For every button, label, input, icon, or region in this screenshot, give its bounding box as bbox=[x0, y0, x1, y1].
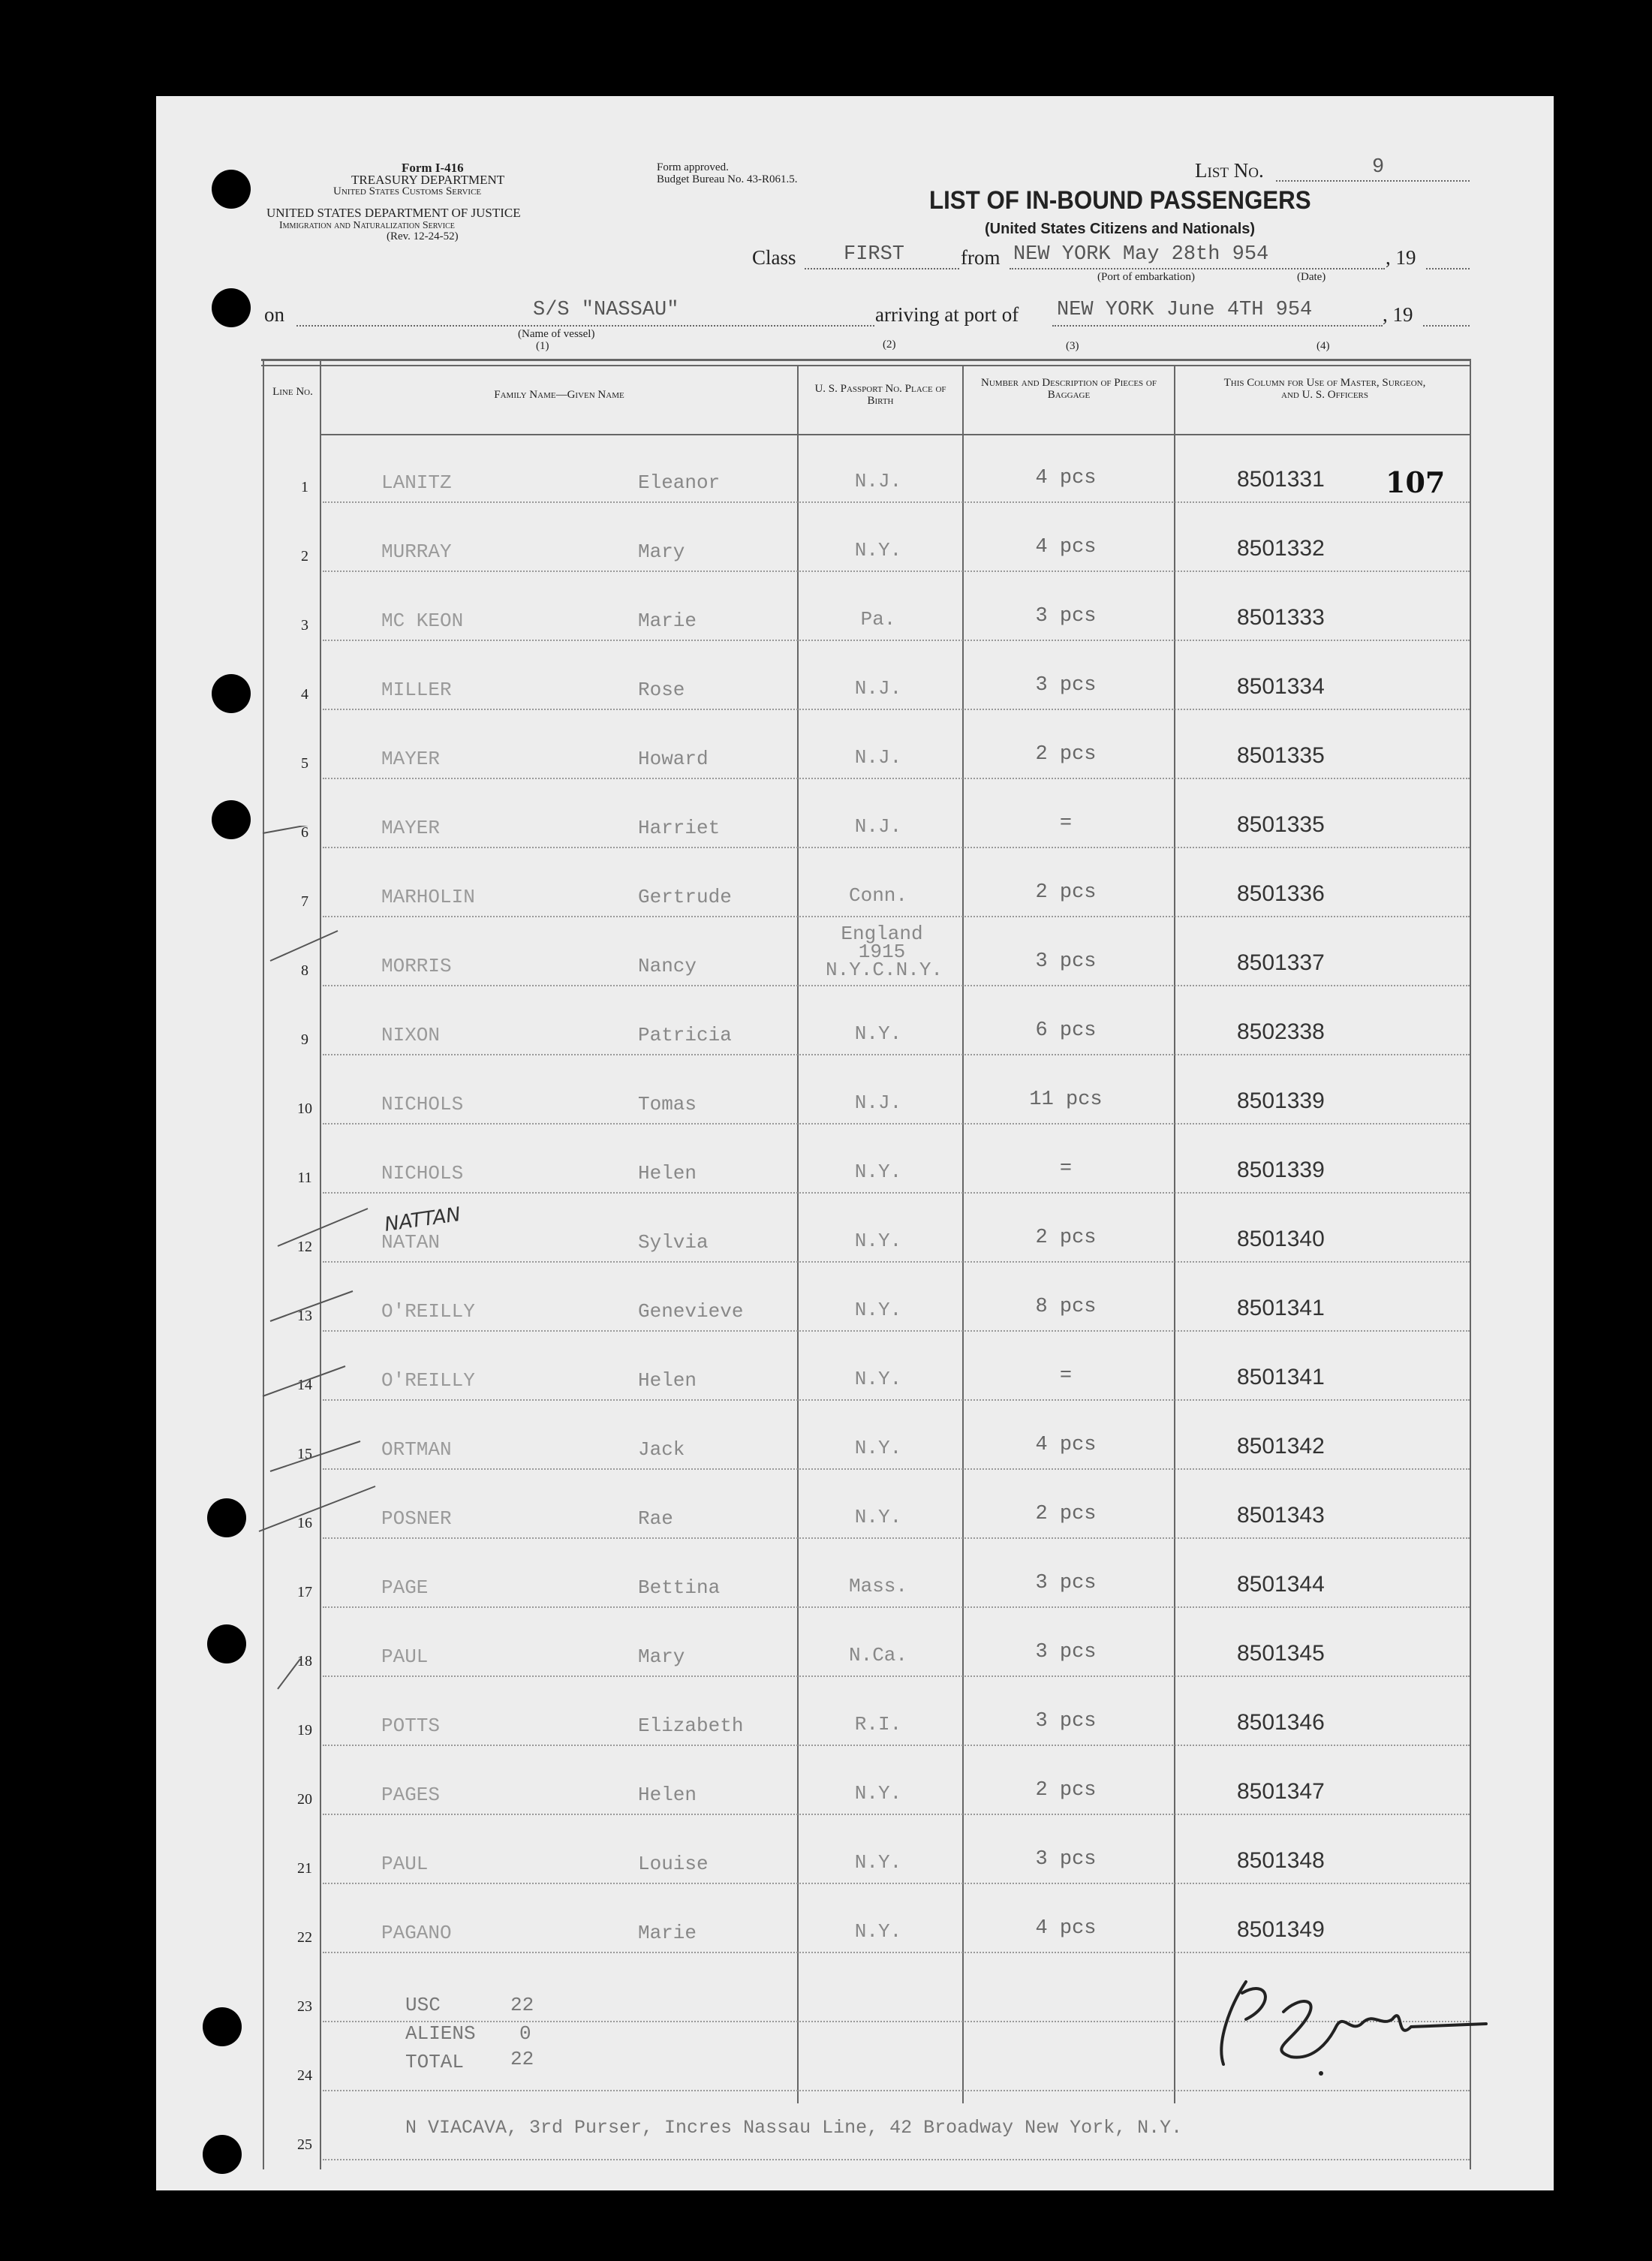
given-name: Genevieve bbox=[638, 1300, 744, 1323]
given-name: Tomas bbox=[638, 1093, 697, 1115]
given-name: Harriet bbox=[638, 817, 721, 839]
baggage-count: 3 pcs bbox=[1035, 950, 1097, 973]
caption-4: (4) bbox=[1316, 340, 1330, 352]
line-number: 22 bbox=[297, 1929, 312, 1946]
arriving-label: arriving at port of bbox=[875, 303, 1019, 326]
birthplace: N.Ca. bbox=[848, 1644, 907, 1666]
baggage-count: 2 pcs bbox=[1035, 881, 1097, 904]
line-number: 21 bbox=[297, 1860, 312, 1877]
baggage-count: 4 pcs bbox=[1035, 467, 1097, 489]
customs-service: United States Customs Service bbox=[333, 185, 482, 197]
birthplace: R.I. bbox=[854, 1713, 902, 1736]
given-name: Elizabeth bbox=[638, 1715, 744, 1737]
given-name: Louise bbox=[638, 1853, 709, 1875]
date-caption: (Date) bbox=[1297, 271, 1326, 283]
officer-number: 8501331 bbox=[1237, 467, 1325, 492]
signature bbox=[1201, 1952, 1501, 2079]
on-label: on bbox=[264, 303, 284, 326]
form-number: Form I-416 bbox=[402, 161, 464, 175]
line-number: 23 bbox=[297, 1998, 312, 2015]
line-number: 17 bbox=[297, 1584, 312, 1600]
officer-number: 8502338 bbox=[1237, 1019, 1325, 1044]
birthplace: N.Y. bbox=[854, 1022, 902, 1045]
officer-number: 8501344 bbox=[1237, 1572, 1325, 1597]
officer-number: 8501346 bbox=[1237, 1710, 1325, 1735]
given-name: Gertrude bbox=[638, 886, 732, 908]
birthplace: N.Y. bbox=[854, 1851, 902, 1874]
officer-number: 8501339 bbox=[1237, 1088, 1325, 1113]
from-label: from bbox=[961, 246, 1001, 269]
given-name: Bettina bbox=[638, 1576, 721, 1599]
officer-number: 8501334 bbox=[1237, 674, 1325, 699]
usc-count: 22 bbox=[510, 1994, 534, 2016]
given-name: Helen bbox=[638, 1369, 697, 1392]
handwritten-count: 107 bbox=[1386, 465, 1446, 499]
punch-hole bbox=[212, 288, 251, 327]
aliens-count: 0 bbox=[519, 2022, 531, 2045]
officer-number: 8501343 bbox=[1237, 1503, 1325, 1528]
officer-number: 8501335 bbox=[1237, 812, 1325, 837]
birthplace: N.J. bbox=[854, 470, 902, 492]
birthplace: England 1915 N.Y.C.N.Y. bbox=[826, 923, 943, 981]
birthplace: N.Y. bbox=[854, 1920, 902, 1943]
given-name: Mary bbox=[638, 1645, 685, 1668]
birthplace: N.Y. bbox=[854, 1230, 902, 1252]
family-name: NIXON bbox=[381, 1024, 441, 1046]
baggage-count: 4 pcs bbox=[1035, 1917, 1097, 1940]
line-number: 24 bbox=[297, 2067, 312, 2084]
given-name: Nancy bbox=[638, 955, 697, 977]
embarkation-caption: (Port of embarkation) bbox=[1097, 271, 1195, 283]
line-number: 5 bbox=[301, 755, 308, 772]
table-row bbox=[0, 503, 1652, 572]
table-row bbox=[0, 710, 1652, 779]
birthplace: N.Y. bbox=[854, 1782, 902, 1805]
baggage-count: 3 pcs bbox=[1035, 1710, 1097, 1733]
treasury-dept: TREASURY DEPARTMENT bbox=[351, 173, 505, 187]
baggage-count: 4 pcs bbox=[1035, 1434, 1097, 1456]
officer-number: 8501335 bbox=[1237, 743, 1325, 768]
header-passport: U. S. Passport No. Place of Birth bbox=[814, 383, 946, 407]
officer-number: 8501342 bbox=[1237, 1434, 1325, 1459]
given-name: Helen bbox=[638, 1784, 697, 1806]
baggage-count: 6 pcs bbox=[1035, 1019, 1097, 1042]
birthplace: N.Y. bbox=[854, 1161, 902, 1183]
family-name: POTTS bbox=[381, 1715, 441, 1737]
line-number: 25 bbox=[297, 2136, 312, 2153]
given-name: Eleanor bbox=[638, 471, 721, 494]
given-name: Rae bbox=[638, 1507, 673, 1530]
line-number: 10 bbox=[297, 1100, 312, 1117]
given-name: Jack bbox=[638, 1438, 685, 1461]
baggage-count: 8 pcs bbox=[1035, 1296, 1097, 1318]
line-number: 11 bbox=[297, 1170, 312, 1186]
officer-number: 8501341 bbox=[1237, 1296, 1325, 1320]
line-number: 2 bbox=[301, 548, 308, 564]
given-name: Marie bbox=[638, 610, 697, 632]
year-suffix: , 19 bbox=[1386, 246, 1416, 269]
officer-number: 8501341 bbox=[1237, 1365, 1325, 1389]
budget-bureau: Budget Bureau No. 43-R061.5. bbox=[657, 173, 798, 185]
table-row bbox=[0, 1677, 1652, 1746]
family-name: PAGE bbox=[381, 1576, 429, 1599]
line-number: 8 bbox=[301, 962, 308, 979]
baggage-count: 11 pcs bbox=[1029, 1088, 1103, 1111]
header-officers: This Column for Use of Master, Surgeon, and U. S. Officers bbox=[1223, 377, 1426, 401]
page-title: LIST OF IN-BOUND PASSENGERS bbox=[929, 186, 1311, 215]
given-name: Patricia bbox=[638, 1024, 732, 1046]
baggage-count: 2 pcs bbox=[1035, 1227, 1097, 1249]
birthplace: N.J. bbox=[854, 746, 902, 769]
family-name: POSNER bbox=[381, 1507, 452, 1530]
line-number: 3 bbox=[301, 617, 308, 634]
aliens-label: ALIENS bbox=[405, 2022, 476, 2045]
header-baggage: Number and Description of Pieces of Baggage bbox=[981, 377, 1157, 401]
table-row bbox=[0, 779, 1652, 848]
officer-number: 8501349 bbox=[1237, 1917, 1325, 1942]
line-number: 12 bbox=[297, 1239, 312, 1255]
birthplace: Pa. bbox=[860, 608, 896, 631]
officer-number: 8501339 bbox=[1237, 1158, 1325, 1182]
line-number: 19 bbox=[297, 1722, 312, 1739]
line-number: 7 bbox=[301, 893, 308, 910]
baggage-count: 3 pcs bbox=[1035, 605, 1097, 628]
total-count: 22 bbox=[510, 2048, 534, 2070]
family-name: MURRAY bbox=[381, 540, 452, 563]
list-no-label: List No. bbox=[1195, 159, 1264, 182]
caption-1: (1) bbox=[536, 340, 549, 352]
baggage-count: 3 pcs bbox=[1035, 674, 1097, 697]
birthplace: Mass. bbox=[848, 1575, 907, 1597]
page-subtitle: (United States Citizens and Nationals) bbox=[985, 221, 1256, 237]
table-row bbox=[0, 917, 1652, 986]
line-number: 16 bbox=[297, 1515, 312, 1531]
arrival-value: NEW YORK June 4TH 954 bbox=[1057, 299, 1313, 321]
officer-number: 8501348 bbox=[1237, 1848, 1325, 1873]
caption-2: (2) bbox=[883, 339, 896, 351]
embarkation-value: NEW YORK May 28th 954 bbox=[1013, 243, 1269, 266]
birthplace: N.Y. bbox=[854, 1506, 902, 1528]
family-name: MARHOLIN bbox=[381, 886, 475, 908]
table-row bbox=[0, 641, 1652, 710]
table-row bbox=[0, 1194, 1652, 1263]
family-name: MAYER bbox=[381, 748, 441, 770]
family-name: O'REILLY bbox=[381, 1369, 475, 1392]
baggage-count: 3 pcs bbox=[1035, 1641, 1097, 1663]
family-name: LANITZ bbox=[381, 471, 452, 494]
handwritten-name-correction: NATTAN bbox=[383, 1203, 462, 1236]
family-name: NICHOLS bbox=[381, 1162, 464, 1185]
birthplace: N.Y. bbox=[854, 1437, 902, 1459]
birthplace: N.Y. bbox=[854, 539, 902, 561]
row-rule bbox=[323, 2159, 1470, 2160]
family-name: PAGANO bbox=[381, 1922, 452, 1944]
family-name: PAUL bbox=[381, 1645, 429, 1668]
birthplace: N.J. bbox=[854, 1091, 902, 1114]
line-number: 14 bbox=[297, 1377, 312, 1393]
given-name: Helen bbox=[638, 1162, 697, 1185]
family-name: PAGES bbox=[381, 1784, 441, 1806]
given-name: Sylvia bbox=[638, 1231, 709, 1254]
table-row bbox=[0, 848, 1652, 917]
purser-line: N VIACAVA, 3rd Purser, Incres Nassau Line, 42 Broadway New York, N.Y. bbox=[405, 2117, 1183, 2139]
baggage-count: = bbox=[1059, 1158, 1073, 1180]
officer-number: 8501347 bbox=[1237, 1779, 1325, 1804]
table-row bbox=[0, 1539, 1652, 1608]
vessel-name: S/S "NASSAU" bbox=[533, 299, 679, 321]
line-number: 20 bbox=[297, 1791, 312, 1808]
form-approved: Form approved. bbox=[657, 161, 729, 173]
officer-number: 8501337 bbox=[1237, 950, 1325, 975]
table-row bbox=[0, 1746, 1652, 1815]
officer-number: 8501340 bbox=[1237, 1227, 1325, 1251]
total-label: TOTAL bbox=[405, 2051, 465, 2073]
line-number: 4 bbox=[301, 686, 308, 703]
officer-number: 8501333 bbox=[1237, 605, 1325, 630]
ins-service: Immigration and Naturalization Service bbox=[279, 220, 455, 231]
birthplace: N.J. bbox=[854, 677, 902, 700]
margin-tick-marks bbox=[255, 826, 405, 1712]
vessel-caption: (Name of vessel) bbox=[518, 328, 595, 340]
table-row bbox=[0, 1263, 1652, 1332]
baggage-count: 3 pcs bbox=[1035, 1848, 1097, 1871]
table-row bbox=[0, 1401, 1652, 1470]
class-label: Class bbox=[752, 246, 796, 269]
justice-dept: UNITED STATES DEPARTMENT OF JUSTICE bbox=[266, 206, 521, 220]
given-name: Rose bbox=[638, 679, 685, 701]
birthplace: N.J. bbox=[854, 815, 902, 838]
baggage-count: = bbox=[1059, 1365, 1073, 1387]
family-name: MAYER bbox=[381, 817, 441, 839]
family-name: MORRIS bbox=[381, 955, 452, 977]
line-number: 1 bbox=[301, 479, 308, 495]
officer-number: 8501336 bbox=[1237, 881, 1325, 906]
family-name: MILLER bbox=[381, 679, 452, 701]
birthplace: N.Y. bbox=[854, 1299, 902, 1321]
punch-hole bbox=[212, 170, 251, 209]
line-number: 13 bbox=[297, 1308, 312, 1324]
family-name: ORTMAN bbox=[381, 1438, 452, 1461]
family-name: PAUL bbox=[381, 1853, 429, 1875]
line-number: 18 bbox=[297, 1653, 312, 1669]
line-number: 15 bbox=[297, 1446, 312, 1462]
list-number: 9 bbox=[1372, 156, 1385, 179]
year-suffix-2: , 19 bbox=[1383, 303, 1413, 326]
table-row bbox=[0, 1055, 1652, 1124]
table-row bbox=[0, 1815, 1652, 1884]
baggage-count: 2 pcs bbox=[1035, 1503, 1097, 1525]
officer-number: 8501345 bbox=[1237, 1641, 1325, 1666]
table-row bbox=[0, 1470, 1652, 1539]
class-value: FIRST bbox=[844, 243, 905, 266]
table-row bbox=[0, 1884, 1652, 1953]
family-name: NATAN bbox=[381, 1231, 441, 1254]
baggage-count: 4 pcs bbox=[1035, 536, 1097, 558]
header-name: Family Name—Given Name bbox=[494, 389, 624, 401]
baggage-count: 2 pcs bbox=[1035, 1779, 1097, 1802]
passenger-table bbox=[0, 434, 1652, 2175]
given-name: Marie bbox=[638, 1922, 697, 1944]
baggage-count: = bbox=[1059, 812, 1073, 835]
form-revision: (Rev. 12-24-52) bbox=[387, 230, 459, 242]
birthplace: Conn. bbox=[848, 884, 907, 907]
header-line-no: Line No. bbox=[272, 386, 313, 398]
line-number: 6 bbox=[301, 824, 308, 841]
family-name: O'REILLY bbox=[381, 1300, 475, 1323]
baggage-count: 2 pcs bbox=[1035, 743, 1097, 766]
given-name: Howard bbox=[638, 748, 709, 770]
baggage-count: 3 pcs bbox=[1035, 1572, 1097, 1594]
table-row bbox=[0, 572, 1652, 641]
table-row bbox=[0, 986, 1652, 1055]
usc-label: USC bbox=[405, 1994, 441, 2016]
officer-number: 8501332 bbox=[1237, 536, 1325, 561]
line-number: 9 bbox=[301, 1031, 308, 1048]
family-name: MC KEON bbox=[381, 610, 464, 632]
table-row bbox=[0, 1608, 1652, 1677]
birthplace: N.Y. bbox=[854, 1368, 902, 1390]
table-row bbox=[0, 1124, 1652, 1194]
table-row bbox=[0, 1332, 1652, 1401]
given-name: Mary bbox=[638, 540, 685, 563]
family-name: NICHOLS bbox=[381, 1093, 464, 1115]
caption-3: (3) bbox=[1066, 340, 1079, 352]
